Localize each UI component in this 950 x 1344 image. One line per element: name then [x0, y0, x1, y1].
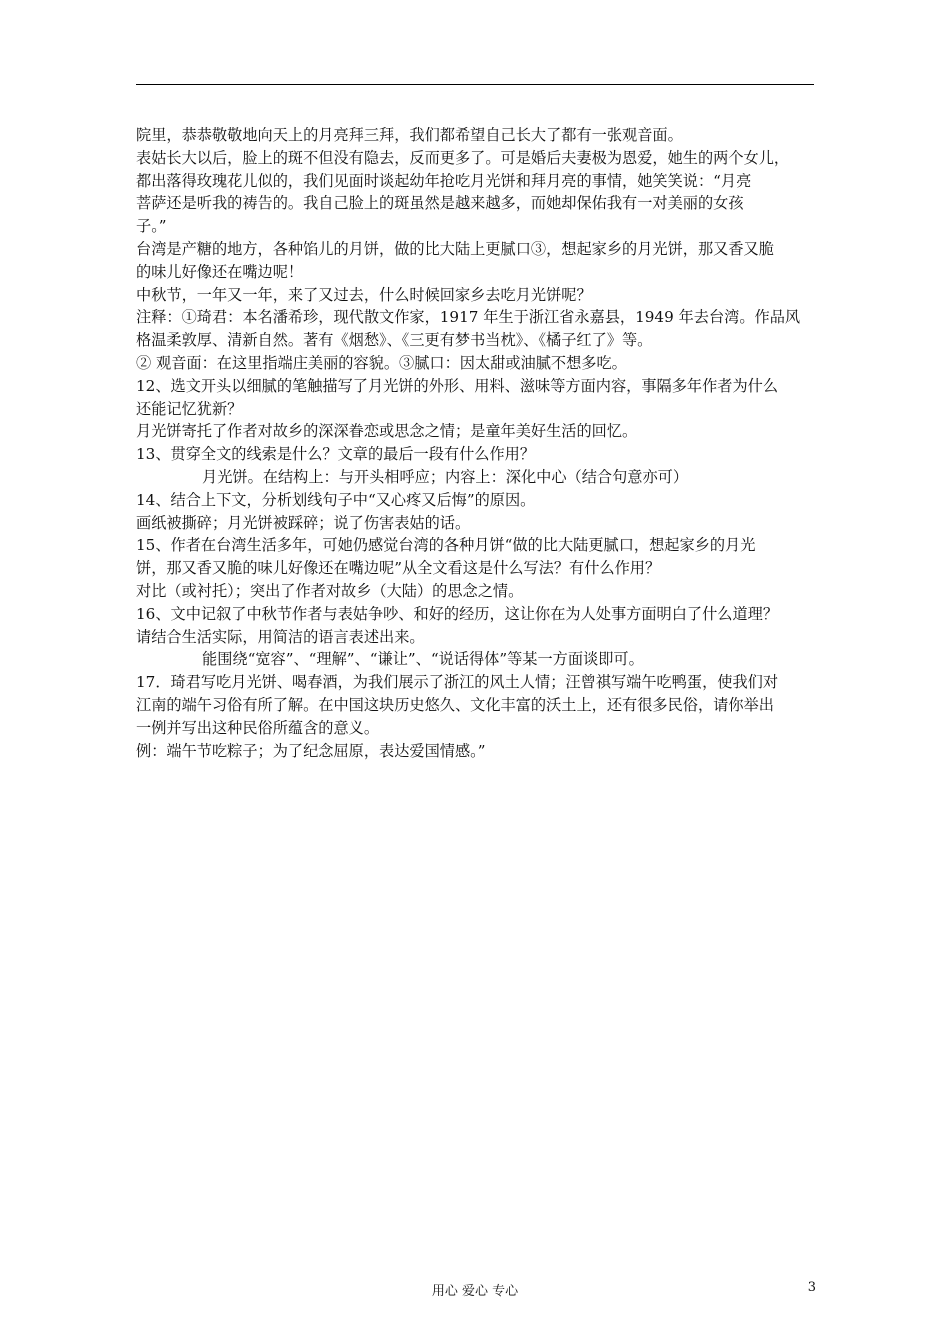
text-line: 江南的端午习俗有所了解。在中国这块历史悠久、文化丰富的沃土上，还有很多民俗，请你举出 — [136, 695, 774, 714]
text-line: 13、贯穿全文的线索是什么？文章的最后一段有什么作用？ — [136, 445, 536, 464]
text-line: 一例并写出这种民俗所蕴含的意义。 — [136, 718, 379, 737]
page-number: 3 — [807, 1280, 816, 1295]
text-line: 17．琦君写吃月光饼、喝春酒，为我们展示了浙江的风土人情；汪曾祺写端午吃鸭蛋，使我们对 — [136, 673, 779, 692]
text-line: 16、文中记叙了中秋节作者与表姑争吵、和好的经历，这让你在为人处事方面明白了什么道理？ — [136, 604, 779, 623]
text-line: 子。” — [136, 217, 167, 236]
text-line: 台湾是产糖的地方，各种馅儿的月饼，做的比大陆上更腻口③，想起家乡的月光饼，那又香又脆 — [136, 239, 774, 258]
text-line: 格温柔敦厚、清新自然。著有《烟愁》、《三更有梦书当枕》、《橘子红了》等。 — [136, 331, 653, 350]
text-line: 14、结合上下文，分析划线句子中“又心疼又后悔”的原因。 — [136, 490, 536, 509]
text-line: 15、作者在台湾生活多年，可她仍感觉台湾的各种月饼“做的比大陆更腻口，想起家乡的月光 — [136, 536, 756, 555]
text-line: 表姑长大以后，脸上的斑不但没有隐去，反而更多了。可是婚后夫妻极为恩爱，她生的两个女儿， — [136, 148, 790, 167]
header-rule — [136, 84, 814, 85]
text-line: 饼，那又香又脆的味儿好像还在嘴边呢”从全文看这是什么写法？有什么作用？ — [136, 559, 661, 578]
footer-slogan: 用心 爱心 专心 — [431, 1284, 519, 1299]
text-line: 的味儿好像还在嘴边呢！ — [136, 262, 304, 281]
document-body — [136, 124, 816, 762]
text-line: 院里，恭恭敬敬地向天上的月亮拜三拜，我们都希望自己长大了都有一张观音面。 — [136, 126, 683, 144]
text-line: 都出落得玫瑰花儿似的，我们见面时谈起幼年抢吃月光饼和拜月亮的事情，她笑笑说：“月亮 — [136, 171, 752, 190]
text-line: 例：端午节吃粽子；为了纪念屈原，表达爱国情感。” — [136, 741, 486, 760]
text-line: 请结合生活实际，用简洁的语言表述出来。 — [136, 627, 425, 646]
text-line: 能围绕“宽容”、“理解”、“谦让”、“说话得体”等某一方面谈即可。 — [202, 650, 644, 669]
text-line: ② 观音面：在这里指端庄美丽的容貌。③腻口：因太甜或油腻不想多吃。 — [136, 353, 627, 372]
text-line: 画纸被撕碎；月光饼被踩碎；说了伤害表姑的话。 — [136, 513, 471, 532]
text-line: 月光饼寄托了作者对故乡的深深眷恋或思念之情；是童年美好生活的回忆。 — [136, 422, 638, 441]
text-line: 还能记忆犹新？ — [136, 399, 243, 418]
text-line: 12、选文开头以细腻的笔触描写了月光饼的外形、用料、滋味等方面内容，事隔多年作者为什么 — [136, 376, 779, 395]
text-line: 菩萨还是听我的祷告的。我自己脸上的斑虽然是越来越多，而她却保佑我有一对美丽的女孩 — [136, 194, 744, 213]
text-line: 对比（或衬托）；突出了作者对故乡（大陆）的思念之情。 — [136, 581, 524, 600]
text-line: 中秋节，一年又一年，来了又过去，什么时候回家乡去吃月光饼呢？ — [136, 285, 592, 304]
text-line: 注释：①琦君：本名潘希珍，现代散文作家，1917 年生于浙江省永嘉县，1949 年去台湾。作品风 — [136, 308, 801, 327]
text-line: 月光饼。在结构上：与开头相呼应；内容上：深化中心（结合句意亦可） — [202, 467, 688, 486]
